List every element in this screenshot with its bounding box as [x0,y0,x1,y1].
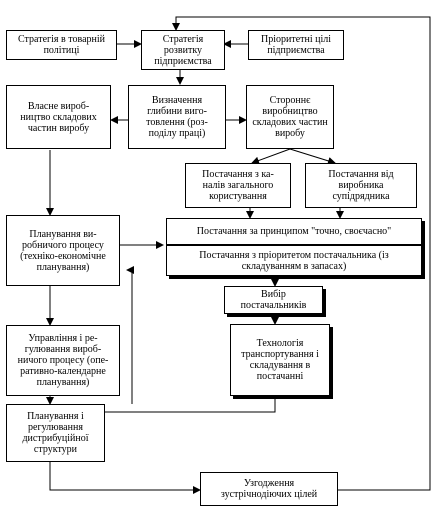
supply-warehouse-label: Постачання з пріоритетом постачальника (із складуванням в запасах) [199,249,389,272]
supply-jit-label: Постачання за принципом "точно, своєчасно" [196,226,392,237]
distribution-planning-label: Планування і регулювання дистрибуційної структури [22,411,89,455]
outsourced-production-box [246,85,334,149]
own-production-box [6,85,111,149]
transport-tech-box [230,324,330,396]
production-planning-label: Планування ви- робничого процесу (техніко-економічне планування) [20,228,106,273]
goals-alignment-box [200,472,338,506]
supplier-choice-label: Вибір постачальників [240,289,307,311]
process-management-label: Управління і ре- гулювання вироб- ничого процесу (опе- ративно-календарне планування) [17,333,109,388]
supplier-choice-box [224,286,323,314]
strategy-product-box [6,30,117,60]
supply-warehouse-box [166,245,422,276]
supply-partner-label: Постачання від виробника супідрядника [328,169,394,202]
production-depth-label: Визначення глибини виго- товлення (роз- поділу праці) [146,95,208,139]
supply-channels-label: Постачання з ка- налів загального користування [202,169,274,202]
strategy-development-box [141,30,225,70]
priority-goals-label: Пріоритетні цілі підприємства [260,34,332,56]
own-production-label: Власне вироб- ництво складових частин виробу [20,100,97,134]
process-management-box [6,325,120,396]
production-planning-box [6,215,120,286]
strategy-development-label: Стратегія розвитку підприємства [154,33,212,67]
supply-jit-box [166,218,422,245]
outsourced-production-label: Стороннє виробництво складових частин виробу [252,95,328,139]
production-depth-box [128,85,226,149]
distribution-planning-box [6,404,105,462]
transport-tech-label: Технологія транспортування і складування в постачанні [241,338,319,382]
goals-alignment-label: Узгодження зустрічнодіючих цілей [220,478,318,500]
priority-goals-box [248,30,344,60]
supply-channels-box [185,163,291,208]
strategy-product-label: Стратегія в товарній політиці [18,34,105,56]
supply-partner-box [305,163,417,208]
